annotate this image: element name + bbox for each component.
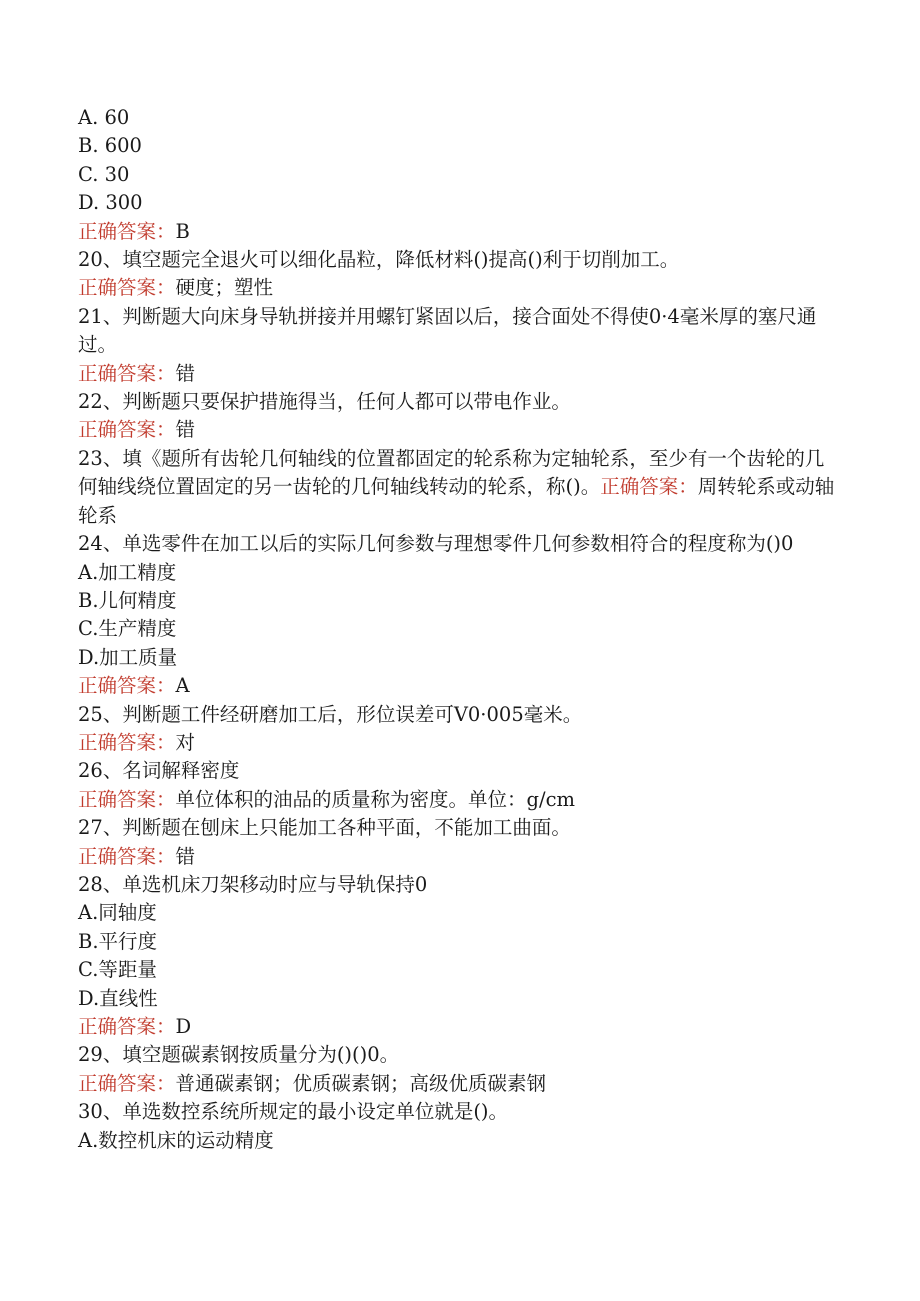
exam-document <box>78 104 838 1155</box>
option-line: A.数控机床的运动精度 <box>78 1128 274 1152</box>
question-line: 21、判断题大向床身导轨拼接并用螺钉紧固以后，接合面处不得使0·4毫米厚的塞尺通过。 <box>78 304 817 357</box>
option-line: B.儿何精度 <box>78 588 177 612</box>
answer-line <box>78 786 838 814</box>
option-line: D.加工质量 <box>78 645 178 669</box>
answer-line <box>78 1013 838 1041</box>
question-line: 28、单选机床刀架移动时应与导轨保持0 <box>78 872 428 896</box>
answer-line <box>78 360 838 388</box>
answer-label: 正确答案： <box>78 219 176 243</box>
answer-value: 错 <box>175 418 196 442</box>
answer-value: 错 <box>175 844 196 868</box>
answer-label: 正确答案： <box>78 1015 176 1038</box>
answer-value: 对 <box>175 730 196 754</box>
answer-value: A <box>175 674 190 698</box>
answer-line <box>78 274 838 302</box>
answer-value: B <box>175 219 190 243</box>
option-line: D.直线性 <box>78 986 158 1010</box>
answer-label: 正确答案： <box>78 361 176 385</box>
answer-value: 周转轮系或动轴轮系 <box>78 475 835 527</box>
answer-value: 单位体积的油品的质量称为密度。单位：g/cm <box>175 787 575 811</box>
option-line: A.同轴度 <box>78 901 157 925</box>
answer-value: 普通碳素钢；优质碳素钢；高级优质碳素钢 <box>175 1071 547 1095</box>
option-line: C.生产精度 <box>78 617 177 641</box>
option-line: B. 600 <box>78 134 142 158</box>
answer-line <box>78 672 838 700</box>
answer-label: 正确答案： <box>78 1071 176 1095</box>
option-line: C. 30 <box>78 162 130 186</box>
option-line: C.等距量 <box>78 958 157 982</box>
question-line: 25、判断题工件经研磨加工后，形位误差可V0·005毫米。 <box>78 702 583 726</box>
answer-label: 正确答案： <box>78 418 176 442</box>
question-line: 22、判断题只要保护措施得当，任何人都可以带电作业。 <box>78 390 571 414</box>
answer-line <box>78 1070 838 1098</box>
option-line: D. 300 <box>78 191 143 215</box>
question-line: 24、单选零件在加工以后的实际几何参数与理想零件几何参数相符合的程度称为()0 <box>78 532 794 556</box>
question-line: 27、判断题在刨床上只能加工各种平面，不能加工曲面。 <box>78 816 571 840</box>
answer-line <box>78 729 838 757</box>
question-line: 20、填空题完全退火可以细化晶粒，降低材料()提高()利于切削加工。 <box>78 248 680 272</box>
answer-label: 正确答案： <box>600 475 698 499</box>
answer-value: 硬度；塑性 <box>175 276 274 300</box>
answer-value: D <box>175 1015 192 1038</box>
answer-value: 错 <box>175 361 196 385</box>
option-line: A.加工精度 <box>78 560 177 584</box>
answer-label: 正确答案： <box>78 276 176 300</box>
question-line: 29、填空题碳素钢按质量分为()()0。 <box>78 1043 400 1067</box>
answer-label: 正确答案： <box>78 674 176 698</box>
answer-line <box>78 843 838 871</box>
question-line: 26、名词解释密度 <box>78 759 240 783</box>
answer-label: 正确答案： <box>78 787 176 811</box>
question-line: 30、单选数控系统所规定的最小设定单位就是()。 <box>78 1100 509 1124</box>
option-line: A. 60 <box>78 106 130 129</box>
answer-label: 正确答案： <box>78 844 176 868</box>
option-line: B.平行度 <box>78 929 158 953</box>
question-line <box>78 445 838 530</box>
question-text: 23、填《题所有齿轮几何轴线的位置都固定的轮系称为定轴轮系，至少有一个齿轮的几何轴线绕位置固定的另一齿轮的几何轴线转动的轮系，称()。 <box>78 446 825 499</box>
answer-line <box>78 218 838 246</box>
answer-label: 正确答案： <box>78 730 176 754</box>
answer-line <box>78 416 838 444</box>
